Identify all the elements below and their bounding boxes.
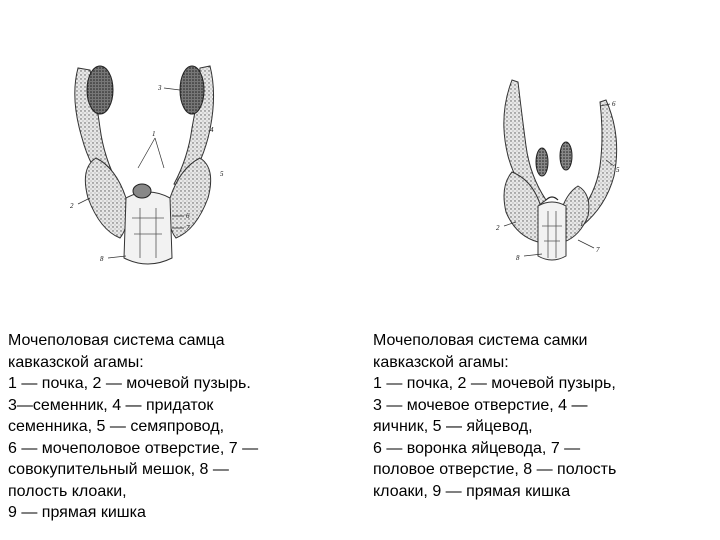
callout-label: 8 <box>100 255 104 263</box>
caption-line: 1 — почка, 2 — мочевой пузырь. <box>8 375 251 392</box>
callout-label: 2 <box>70 202 74 210</box>
caption-line: 9 — прямая кишка <box>8 504 146 521</box>
callout-label: 5 <box>220 170 224 178</box>
caption-line: 6 — мочеполовое отверстие, 7 — <box>8 439 259 457</box>
cloaca <box>538 202 566 260</box>
caption-line: Мочеполовая система самца <box>8 332 225 349</box>
callout-label: 8 <box>516 254 520 262</box>
right-testis <box>180 66 204 114</box>
left-testis <box>87 66 113 114</box>
female-diagram-svg <box>482 76 642 266</box>
female-urogenital-illustration <box>482 76 642 266</box>
callout-label: 4 <box>210 126 214 134</box>
right-ovary <box>560 142 572 170</box>
caption-line: 3—семенник, 4 — придаток <box>8 396 214 414</box>
caption-line: клоаки, 9 — прямая кишка <box>373 482 571 500</box>
caption-line: 1 — почка, 2 — мочевой пузырь, <box>373 375 616 392</box>
caption-line: кавказской агамы: <box>373 353 509 371</box>
male-diagram-svg <box>60 58 250 278</box>
caption-line: полость клоаки, <box>8 482 127 500</box>
caption-line: семенника, 5 — семяпровод, <box>8 418 225 435</box>
male-caption <box>8 330 258 524</box>
callout-label: 3 <box>158 84 162 92</box>
female-caption <box>373 330 616 502</box>
cloaca <box>124 192 172 264</box>
callout-label: 6 <box>612 100 616 108</box>
caption-line: совокупительный мешок, 8 — <box>8 461 229 478</box>
left-ovary <box>536 148 548 176</box>
callout-label: 6 <box>186 212 190 220</box>
caption-line: кавказской агамы: <box>8 353 144 371</box>
left-kidney <box>85 158 127 238</box>
caption-line: Мочеполовая система самки <box>373 332 588 349</box>
callout-label: 5 <box>616 166 620 174</box>
right-kidney <box>169 158 211 238</box>
male-urogenital-illustration <box>60 58 250 278</box>
callout-label: 1 <box>580 220 584 228</box>
caption-line: 6 — воронка яйцевода, 7 — <box>373 439 581 457</box>
callout-label: 7 <box>186 224 190 232</box>
callout-label: 7 <box>596 246 600 254</box>
caption-line: яичник, 5 — яйцевод, <box>373 418 533 435</box>
callout-label: 2 <box>496 224 500 232</box>
caption-line: 3 — мочевое отверстие, 4 — <box>373 396 588 414</box>
rectum-opening <box>133 184 151 198</box>
caption-line: половое отверстие, 8 — полость <box>373 461 617 478</box>
callout-label: 1 <box>152 130 156 138</box>
